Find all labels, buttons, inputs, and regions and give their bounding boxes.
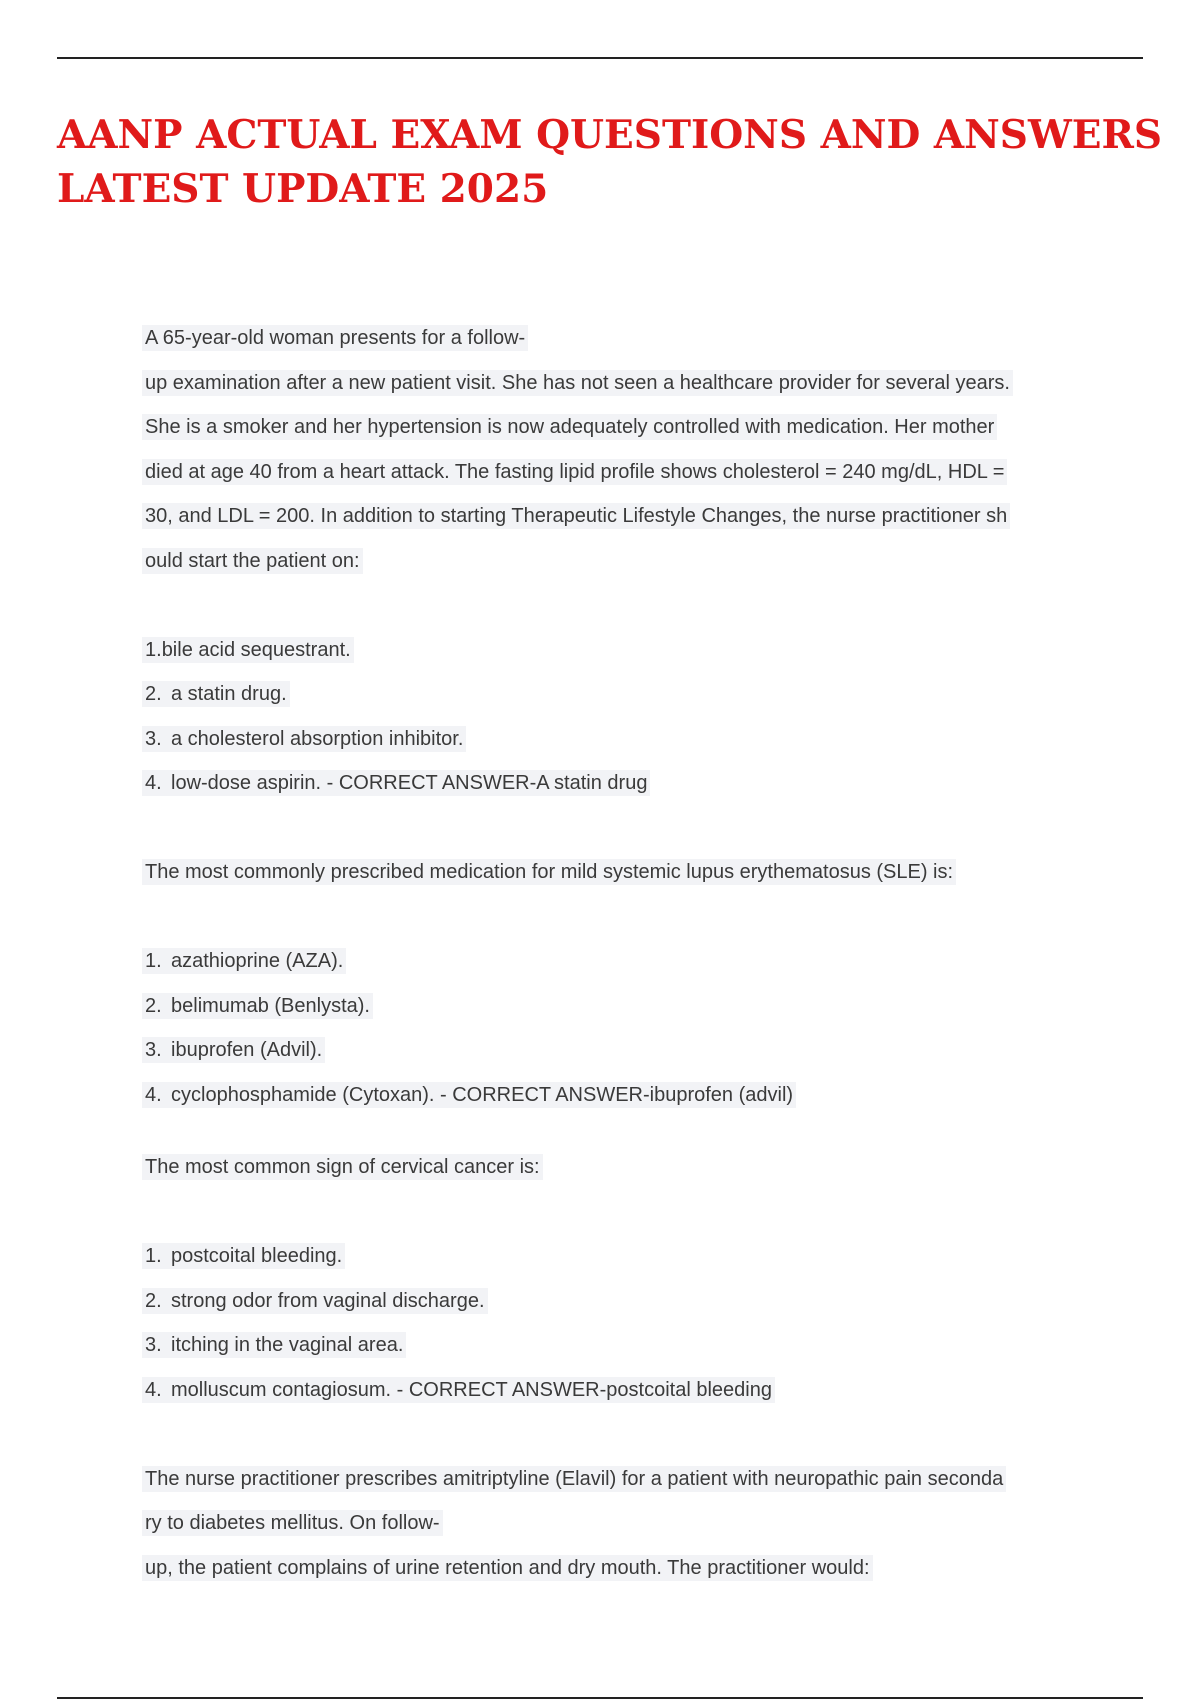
question-4-stem-line: The nurse practitioner prescribes amitriptyline (Elavil) for a patient with neuropathic pain seconda [145, 1457, 1090, 1502]
question-3-option-1: 1. postcoital bleeding. [145, 1234, 1090, 1279]
question-4 [145, 1457, 1090, 1591]
question-3-option-2: 2. strong odor from vaginal discharge. [145, 1279, 1090, 1324]
document-title [57, 108, 1163, 216]
title-line-2: LATEST UPDATE 2025 [57, 166, 549, 212]
question-2-stem-line: The most commonly prescribed medication for mild systemic lupus erythematosus (SLE) is: [145, 850, 1090, 895]
question-3-option-4: 4. molluscum contagiosum. - CORRECT ANSWER-postcoital bleeding [145, 1368, 1090, 1413]
question-1-option-4: 4. low-dose aspirin. - CORRECT ANSWER-A statin drug [145, 761, 1090, 806]
top-rule [57, 57, 1143, 59]
question-1-stem-line: died at age 40 from a heart attack. The fasting lipid profile shows cholesterol = 240 mg/dL, HDL = [145, 450, 1090, 495]
question-1-stem-line: 30, and LDL = 200. In addition to starting Therapeutic Lifestyle Changes, the nurse practitioner sh [145, 494, 1090, 539]
question-2 [145, 850, 1090, 1117]
question-1-option-1: 1.bile acid sequestrant. [145, 628, 1090, 673]
spacer [145, 1190, 1090, 1235]
spacer [145, 1412, 1090, 1457]
question-3-option-3: 3. itching in the vaginal area. [145, 1323, 1090, 1368]
question-3 [145, 1145, 1090, 1412]
question-1-stem-line: She is a smoker and her hypertension is now adequately controlled with medication. Her mother [145, 405, 1090, 450]
question-1 [145, 316, 1090, 806]
question-4-stem-line: up, the patient complains of urine retention and dry mouth. The practitioner would: [145, 1546, 1090, 1591]
spacer [145, 806, 1090, 851]
question-2-option-2: 2. belimumab (Benlysta). [145, 984, 1090, 1029]
document-body [145, 316, 1090, 1590]
bottom-rule [57, 1697, 1143, 1699]
question-1-option-2: 2. a statin drug. [145, 672, 1090, 717]
question-2-option-4: 4. cyclophosphamide (Cytoxan). - CORRECT ANSWER-ibuprofen (advil) [145, 1073, 1090, 1118]
question-2-option-3: 3. ibuprofen (Advil). [145, 1028, 1090, 1073]
spacer [145, 1117, 1090, 1145]
spacer [145, 583, 1090, 628]
question-3-stem-line: The most common sign of cervical cancer is: [145, 1145, 1090, 1190]
question-1-stem-line: up examination after a new patient visit. She has not seen a healthcare provider for several years. [145, 361, 1090, 406]
question-2-option-1: 1. azathioprine (AZA). [145, 939, 1090, 984]
question-1-stem-line: ould start the patient on: [145, 539, 1090, 584]
title-line-1: AANP ACTUAL EXAM QUESTIONS AND ANSWERS [57, 112, 1163, 158]
question-1-stem-line: A 65-year-old woman presents for a follow- [145, 316, 1090, 361]
question-4-stem-line: ry to diabetes mellitus. On follow- [145, 1501, 1090, 1546]
spacer [145, 895, 1090, 940]
question-1-option-3: 3. a cholesterol absorption inhibitor. [145, 717, 1090, 762]
